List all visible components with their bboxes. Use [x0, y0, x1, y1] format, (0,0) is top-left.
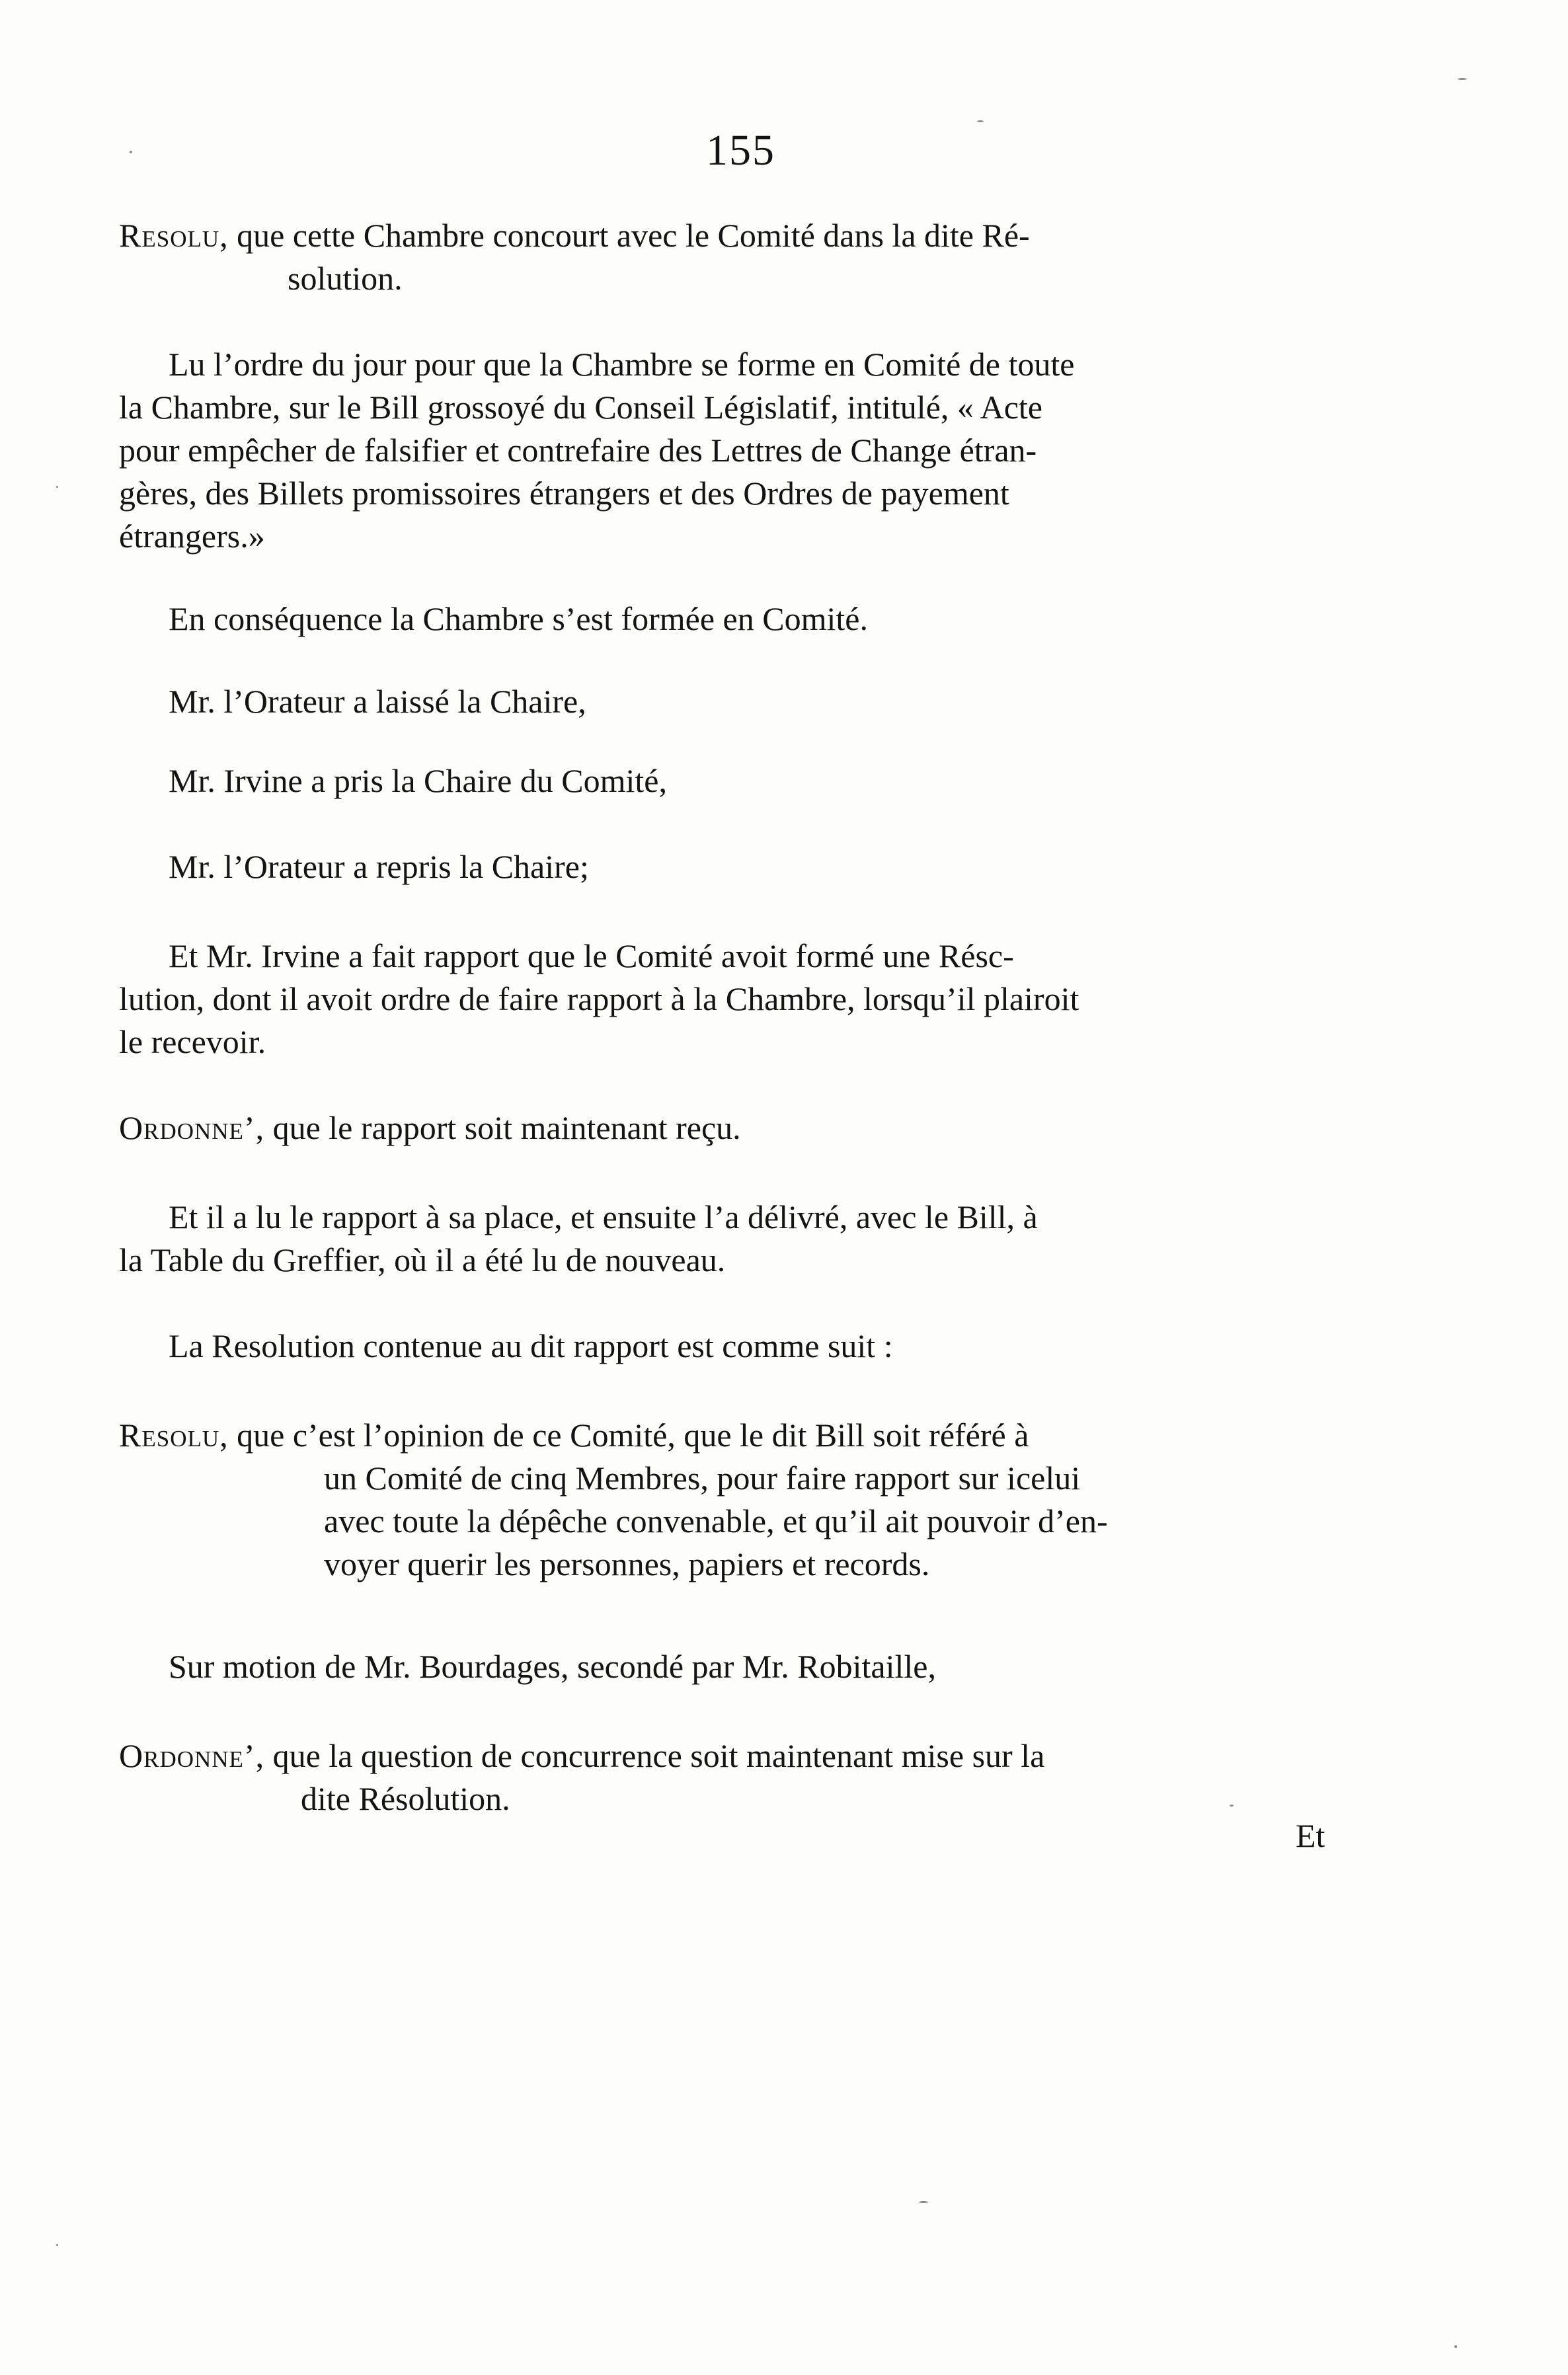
- text-line: la Chambre, sur le Bill grossoyé du Conseil Législatif, intitulé, « Acte: [119, 389, 1042, 426]
- text-line: avec toute la dépêche convenable, et qu’il ait pouvoir d’en-: [324, 1502, 1108, 1539]
- line-text: que la question de concurrence soit maintenant mise sur la: [272, 1737, 1045, 1774]
- text-line: dite Résolution.: [301, 1780, 510, 1817]
- text-line: solution.: [288, 260, 403, 297]
- scan-speck: [919, 2201, 928, 2203]
- order-label: Ordonne’,: [119, 1737, 265, 1774]
- scan-speck: [1454, 2345, 1457, 2348]
- text-line: la Table du Greffier, où il a été lu de nouveau.: [119, 1241, 726, 1278]
- resolution-label: Resolu,: [119, 217, 229, 254]
- text-line: Et il a lu le rapport à sa place, et ensuite l’a délivré, avec le Bill, à: [169, 1198, 1038, 1235]
- line-text: que c’est l’opinion de ce Comité, que le dit Bill soit référé à: [237, 1417, 1029, 1454]
- text-line: un Comité de cinq Membres, pour faire rapport sur icelui: [324, 1460, 1081, 1497]
- scan-speck: [56, 486, 58, 488]
- text-line: Mr. l’Orateur a repris la Chaire;: [169, 848, 589, 885]
- text-line: gères, des Billets promissoires étrangers et des Ordres de payement: [119, 475, 1009, 512]
- resolution-label: Resolu,: [119, 1417, 229, 1454]
- order-label: Ordonne’,: [119, 1109, 265, 1146]
- scan-speck: [977, 120, 984, 122]
- line-text: que le rapport soit maintenant reçu.: [272, 1109, 741, 1146]
- scan-speck: [1230, 1805, 1234, 1807]
- text-line: [119, 215, 1030, 256]
- text-line: le recevoir.: [119, 1023, 266, 1060]
- text-line: lution, dont il avoit ordre de faire rapport à la Chambre, lorsqu’il plairoit: [119, 980, 1079, 1017]
- text-line: Mr. Irvine a pris la Chaire du Comité,: [169, 762, 668, 799]
- text-line: Lu l’ordre du jour pour que la Chambre se forme en Comité de toute: [169, 346, 1075, 383]
- text-line: Mr. l’Orateur a laissé la Chaire,: [169, 683, 586, 720]
- text-line: Sur motion de Mr. Bourdages, secondé par Mr. Robitaille,: [169, 1648, 936, 1685]
- text-line: Et Mr. Irvine a fait rapport que le Comité avoit formé une Résc-: [169, 937, 1014, 974]
- text-line: La Resolution contenue au dit rapport est comme suit :: [169, 1327, 893, 1364]
- text-line: étrangers.»: [119, 518, 265, 555]
- text-line: pour empêcher de falsifier et contrefaire des Lettres de Change étran-: [119, 432, 1037, 469]
- scan-speck: [56, 2244, 58, 2246]
- text-line: [119, 1735, 1044, 1776]
- page-number: 155: [706, 126, 775, 175]
- text-line: voyer querir les personnes, papiers et records.: [324, 1545, 930, 1582]
- catchword: Et: [1296, 1817, 1325, 1854]
- scan-speck: [130, 151, 132, 153]
- text-line: [119, 1107, 741, 1148]
- line-text: que cette Chambre concourt avec le Comité dans la dite Ré-: [237, 217, 1030, 254]
- scan-speck: [1458, 78, 1467, 80]
- text-line: En conséquence la Chambre s’est formée en Comité.: [169, 600, 868, 637]
- text-line: [119, 1415, 1029, 1456]
